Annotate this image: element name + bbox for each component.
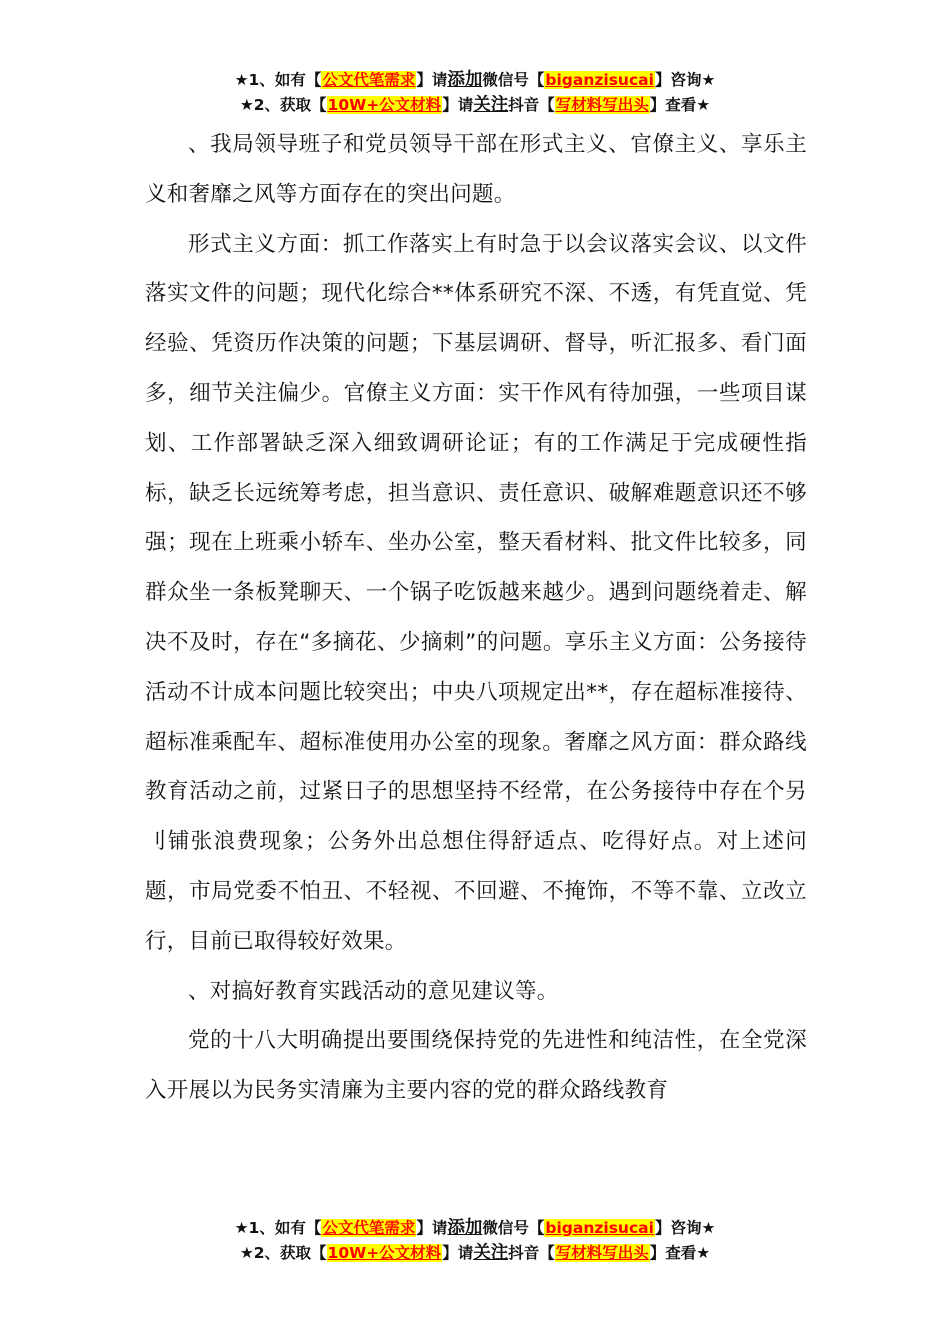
banner-line-1	[0, 1216, 950, 1241]
banner-text: 】请	[442, 1244, 474, 1262]
banner-emphasis: 关注	[473, 1243, 509, 1263]
banner-text: 】请	[416, 71, 448, 89]
banner-emphasis: 添加	[447, 70, 483, 90]
banner-line-2	[0, 1241, 950, 1266]
banner-highlight: 10W+公文材料	[327, 96, 442, 114]
banner-text: 】查看★	[649, 96, 711, 114]
paragraph: 、我局领导班子和党员领导干部在形式主义、官僚主义、享乐主义和奢靡之风等方面存在的突出问题。	[145, 132, 807, 207]
banner-text: ★2、获取【	[239, 1244, 327, 1262]
banner-text: 抖音【	[508, 1244, 555, 1262]
banner-emphasis: 关注	[473, 95, 509, 115]
banner-highlight: 写材料写出头	[555, 96, 649, 114]
banner-text: 微信号【	[482, 1219, 545, 1237]
banner-text: 】咨询★	[654, 1219, 716, 1237]
banner-text: 抖音【	[508, 96, 555, 114]
header-banner	[0, 68, 950, 118]
banner-text: ★1、如有【	[234, 71, 322, 89]
banner-text: ★1、如有【	[234, 1219, 322, 1237]
banner-text: 】请	[416, 1219, 448, 1237]
banner-text: 】查看★	[649, 1244, 711, 1262]
banner-highlight: 公文代笔需求	[322, 71, 416, 89]
paragraph: 、对搞好教育实践活动的意见建议等。	[188, 978, 559, 1004]
paragraph: 党的十八大明确提出要围绕保持党的先进性和纯洁性，在全党深入开展以为民务实清廉为主要内容的党的群众路线教育	[145, 1028, 807, 1104]
banner-text: 微信号【	[482, 71, 545, 89]
document-body	[145, 120, 807, 1116]
paragraph: 形式主义方面：抓工作落实上有时急于以会议落实会议、以文件落实文件的问题；现代化综合**体系研究不深、不透，有凭直觉、凭经验、凭资历作决策的问题；下基层调研、督导，听汇报多、看门面多，细节关注偏少。官僚主义方面：实干作风有待加强，一些项目谋划、工作部署缺乏深入细致调研论证；有的工作满足于完成硬性指标，缺乏长远统筹考虑，担当意识、责任意识、破解难题意识还不够强；现在上班乘小轿车、坐办公室，整天看材料、批文件比较多，同群众坐一条板凳聊天、一个锅子吃饭越来越少。遇到问题绕着走、解决不及时，存在“多摘花、少摘刺”的问题。享乐主义方面：公务接待活动不计成本问题比较突出；中央八项规定出**，存在超标准接待、超标准乘配车、超标准使用办公室的现象。奢靡之风方面：群众路线教育活动之前，过紧日子的思想坚持不经常，在公务接待中存在个另刂铺张浪费现象；公务外出总想住得舒适点、吃得好点。对上述问题，市局党委不怕丑、不轻视、不回避、不掩饰，不等不靠、立改立行，目前已取得较好效果。	[145, 231, 807, 954]
banner-text: 】咨询★	[654, 71, 716, 89]
banner-highlight: 10W+公文材料	[327, 1244, 442, 1262]
banner-emphasis: 添加	[447, 1218, 483, 1238]
banner-line-1	[0, 68, 950, 93]
footer-banner	[0, 1216, 950, 1266]
banner-highlight: biganzisucai	[545, 71, 654, 89]
banner-highlight: 写材料写出头	[555, 1244, 649, 1262]
banner-text: ★2、获取【	[239, 96, 327, 114]
banner-line-2	[0, 93, 950, 118]
banner-highlight: biganzisucai	[545, 1219, 654, 1237]
banner-text: 】请	[442, 96, 474, 114]
banner-highlight: 公文代笔需求	[322, 1219, 416, 1237]
